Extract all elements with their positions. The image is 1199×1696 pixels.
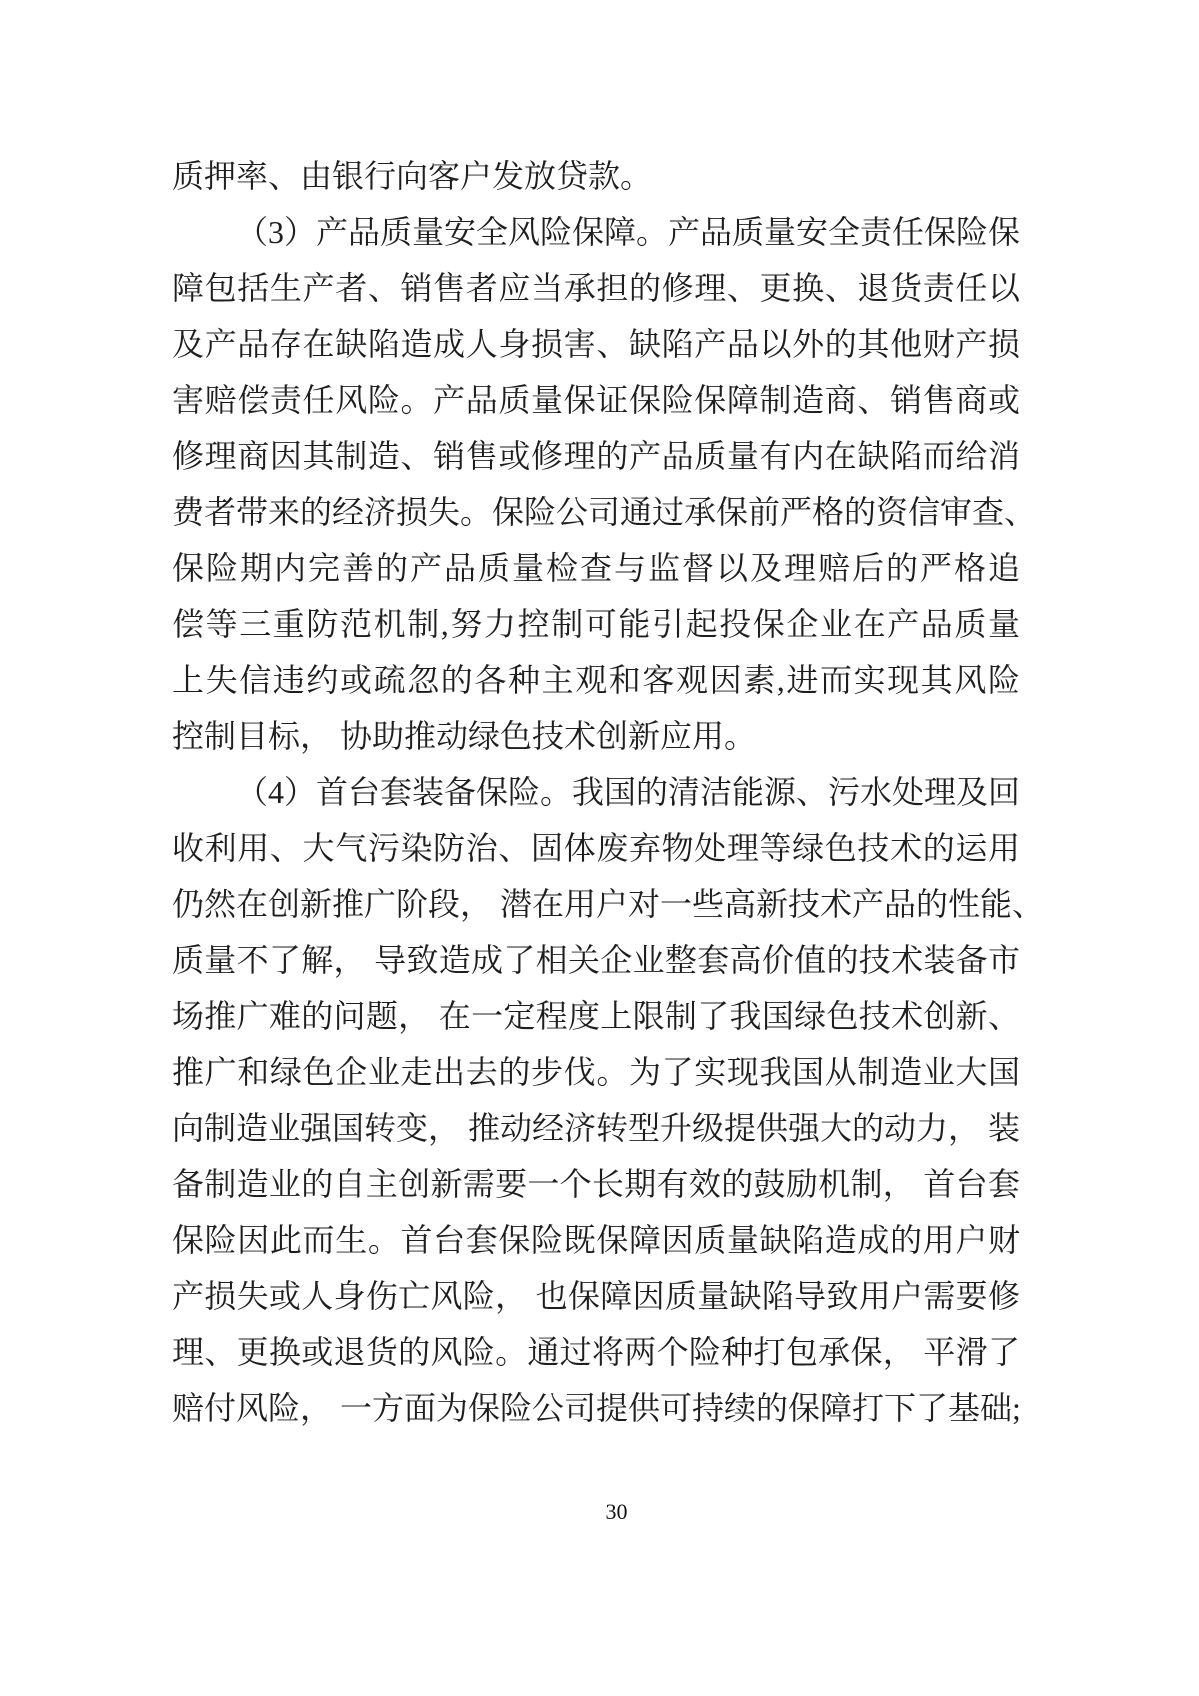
text-line: 赔付风险， 一方面为保险公司提供可持续的保障打下了基础; bbox=[172, 1390, 1021, 1426]
text-line: 推广和绿色企业走出去的步伐。为了实现我国从制造业大国 bbox=[172, 1054, 1020, 1090]
text-line: 收利用、大气污染防治、固体废弃物处理等绿色技术的运用 bbox=[172, 830, 1020, 866]
text-line: 障包括生产者、销售者应当承担的修理、更换、退货责任以 bbox=[172, 270, 1020, 306]
text-line: 费者带来的经济损失。保险公司通过承保前严格的资信审查、 bbox=[172, 494, 1037, 530]
text-line: 修理商因其制造、销售或修理的产品质量有内在缺陷而给消 bbox=[172, 438, 1020, 474]
text-line: 向制造业强国转变， 推动经济转型升级提供强大的动力， 装 bbox=[172, 1110, 1021, 1146]
text-line: （4）首台套装备保险。我国的清洁能源、污水处理及回 bbox=[236, 774, 1021, 810]
paragraph-continuation bbox=[172, 148, 1020, 204]
paragraph-item-3 bbox=[172, 204, 1037, 764]
text-line: 保险因此而生。首台套保险既保障因质量缺陷造成的用户财 bbox=[172, 1222, 1020, 1258]
page-number: 30 bbox=[605, 1499, 628, 1524]
text-line: 质量不了解， 导致造成了相关企业整套高价值的技术装备市 bbox=[172, 942, 1020, 978]
document-body bbox=[172, 148, 1045, 1436]
text-line: 偿等三重防范机制,努力控制可能引起投保企业在产品质量 bbox=[172, 606, 1020, 642]
text-line: 理、更换或退货的风险。通过将两个险种打包承保， 平滑了 bbox=[172, 1334, 1020, 1370]
text-line: 仍然在创新推广阶段， 潜在用户对一些高新技术产品的性能、 bbox=[172, 886, 1045, 922]
text-line: 保险期内完善的产品质量检查与监督以及理赔后的严格追 bbox=[172, 550, 1020, 586]
text-line: 上失信违约或疏忽的各种主观和客观因素,进而实现其风险 bbox=[172, 662, 1020, 698]
text-line: 质押率、由银行向客户发放贷款。 bbox=[172, 158, 653, 194]
text-line: （3）产品质量安全风险保障。产品质量安全责任保险保 bbox=[236, 214, 1021, 250]
text-line: 控制目标， 协助推动绿色技术创新应用。 bbox=[172, 718, 757, 754]
text-line: 及产品存在缺陷造成人身损害、缺陷产品以外的其他财产损 bbox=[172, 326, 1020, 362]
text-line: 产损失或人身伤亡风险， 也保障因质量缺陷导致用户需要修 bbox=[172, 1278, 1020, 1314]
text-line: 场推广难的问题， 在一定程度上限制了我国绿色技术创新、 bbox=[172, 998, 1020, 1034]
text-line: 备制造业的自主创新需要一个长期有效的鼓励机制， 首台套 bbox=[172, 1166, 1020, 1202]
paragraph-item-4 bbox=[172, 764, 1045, 1436]
text-line: 害赔偿责任风险。产品质量保证保险保障制造商、销售商或 bbox=[172, 382, 1020, 418]
